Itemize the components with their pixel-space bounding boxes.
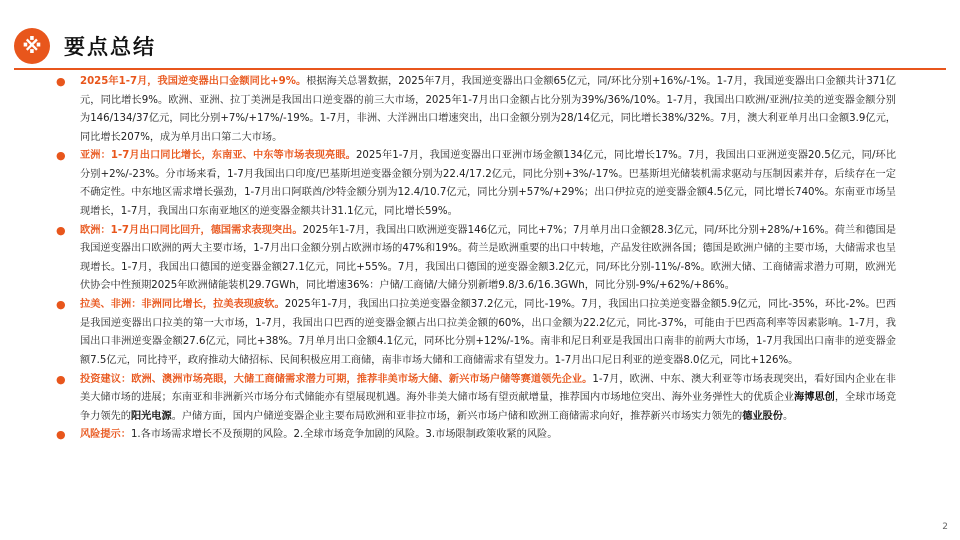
slide-header xyxy=(14,22,946,66)
bullet-body: 2025年1-7月，我国出口拉美逆变器金额37.2亿元，同比-19%。7月，我国出口拉美逆变器金额5.9亿元，同比-35%，环比-2%。巴西是我国逆变器出口拉美的第一大市场，1-7月，我国出口巴西的逆变器金额占出口拉美金额的60%，出口金额为22.2亿元，同比-37%，可能由于巴西高利率等因素影响。1-7月，我国出口非洲逆变器金额27.6亿元，同比+38%。7月单月出口金额4.1亿元，同环比分别+12%/-1%。南非和尼日利亚是我国出口南非的前两大市场，1-7月我国出口南非的逆变器金额7.5亿元，同比持平，政府推动大储招标、民间积极应用工商储，南非市场大储和工商储需求有望发力。1-7月出口尼日利亚的逆变器8.0亿元，同比+126%。 xyxy=(80,299,897,366)
section-logo-icon: ※ xyxy=(14,28,50,64)
bullet-heading: 投资建议：欧洲、澳洲市场亮眼，大储工商储需求潜力可期，推荐非美市场大储、新兴市场户储等赛道领先企业。 xyxy=(80,373,593,385)
company-name: 阳光电源 xyxy=(130,410,172,422)
header-divider xyxy=(14,68,946,70)
bullet-heading: 风险提示： xyxy=(80,429,131,441)
bullet-dot-icon: ● xyxy=(56,75,66,88)
bullet-body-part: 。 xyxy=(782,410,794,422)
bullet-body-part: 。户储方面，国内户储逆变器企业主要布局欧洲和亚非拉市场，新兴市场户储和欧洲工商储需求向好，推荐新兴市场实力领先的 xyxy=(171,410,743,422)
bullet-dot-icon: ● xyxy=(56,298,66,312)
bullet-heading: 亚洲：1-7月出口同比增长，东南亚、中东等市场表现亮眼。 xyxy=(80,150,356,162)
bullet-heading: 2025年1-7月，我国逆变器出口金额同比+9%。 xyxy=(80,76,307,87)
bullet-body: 2025年1-7月，我国逆变器出口亚洲市场金额134亿元，同比增长17%。7月，我国出口亚洲逆变器20.5亿元，同/环比分别+2%/-23%。分市场来看，1-7月我国出口印度/巴基斯坦逆变器金额分别为22.4/17.2亿元，同比分别+3%/-17%。巴基斯坦光储装机需求驱动与压制因素并存，后续存在一定不确定性。中东地区需求增长强劲，1-7月出口阿联酋/沙特金额分别为12.4/10.7亿元，同比分别+57%/+29%；出口伊拉克的逆变器金额4.5亿元，同比增长740%。东南亚市场呈现增长，1-7月，我国出口东南亚地区的逆变器金额共计31.1亿元，同比增长59%。 xyxy=(80,150,897,217)
bullet-heading: 欧洲：1-7月出口同比回升，德国需求表现突出。 xyxy=(80,224,303,236)
page-number: 2 xyxy=(942,522,948,532)
bullet-export-overview xyxy=(56,73,896,147)
page-title: 要点总结 xyxy=(64,35,156,59)
bullet-body: 1.各市场需求增长不及预期的风险。2.全球市场竞争加剧的风险。3.市场限制政策收紧的风险。 xyxy=(130,429,558,441)
bullet-dot-icon: ● xyxy=(56,428,66,442)
bullet-dot-icon: ● xyxy=(56,372,66,386)
bullet-body-part: 1-7月，欧洲、中东、澳大利亚等市场表现突出，看好国内企业在非美大储市场的进展；东南亚和非洲新兴市场分布式储能亦有望展现机遇。海外非美大储市场有望贡献增量，推荐国内市场地位突出、海外业务弹性大的优质企业 xyxy=(80,373,896,404)
bullet-body-part: ，全球市场竞争力领先的 xyxy=(80,392,897,422)
bullet-body: 2025年1-7月，我国出口欧洲逆变器146亿元，同比+7%；7月单月出口金额28.3亿元，同/环比分别+28%/+16%。荷兰和德国是我国逆变器出口欧洲的两大主要市场，1-7月出口金额分别占欧洲市场的47%和19%。荷兰是欧洲重要的出口中转地，产品发往欧洲各国；德国是欧洲户储的主要市场，大储需求也呈现增长。1-7月，我国出口德国的逆变器金额27.1亿元，同比+55%。7月，我国出口德国的逆变器金额3.2亿元，同/环比分别-11%/-8%。欧洲大储、工商储需求潜力可期，欧洲光伏协会中性预期2025年欧洲储能装机29.7GWh，同比增速36%：户储/工商储/大储分别新增9.8/3.6/16.3GWh，同比分别-9%/+62%/+86%。 xyxy=(80,224,897,292)
bullet-dot-icon: ● xyxy=(56,149,66,163)
bullet-heading: 拉美、非洲：非洲同比增长，拉美表现疲软。 xyxy=(80,299,285,311)
bullet-latam-africa xyxy=(56,296,897,370)
bullet-investment-advice xyxy=(56,371,897,427)
summary-list xyxy=(56,73,897,445)
company-name: 德业股份 xyxy=(742,410,783,422)
bullet-risk-warning xyxy=(56,426,896,445)
bullet-body: 根据海关总署数据，2025年7月，我国逆变器出口金额65亿元，同/环比分别+16%/-1%。1-7月，我国逆变器出口金额共计371亿元，同比增长9%。欧洲、亚洲、拉丁美洲是我国出口逆变器的前三大市场，2025年1-7月出口金额占比分别为39%/36%/10%。1-7月，我国出口欧洲/亚洲/拉美的逆变器金额分别为146/134/37亿元，同比分别+7%/+17%/-19%。1-7月，非洲、大洋洲出口增速突出，出口金额分别为28/14亿元，同比增长38%/32%。7月，澳大利亚单月出口金额3.9亿元，同比增长207%，成为单月出口第二大市场。 xyxy=(80,76,896,143)
bullet-asia xyxy=(56,147,897,221)
company-name: 海博思创 xyxy=(794,392,835,404)
bullet-europe xyxy=(56,222,897,296)
bullet-dot-icon: ● xyxy=(56,223,66,237)
